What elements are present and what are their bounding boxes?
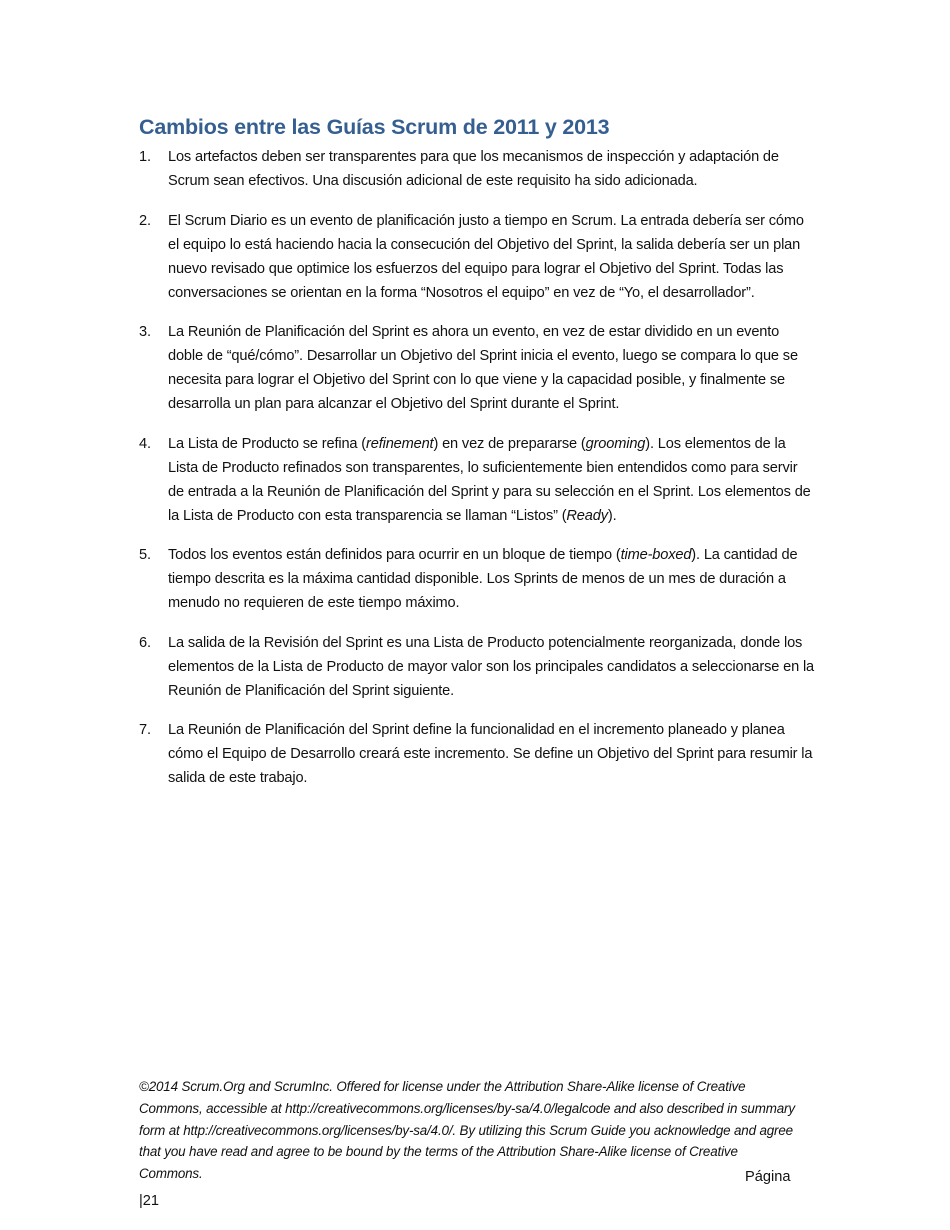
page-title: Cambios entre las Guías Scrum de 2011 y 2013 bbox=[139, 115, 610, 139]
page-label: Página bbox=[745, 1169, 791, 1185]
text-segment: La salida de la Revisión del Sprint es una Lista de Producto potencialmente reorganizada, donde los elementos de la Lista de Producto de mayor valor son los principales candidatos a seleccionarse en la Reunión de Planificación del Sprint siguiente. bbox=[168, 634, 815, 699]
list-item-number: 5. bbox=[139, 547, 151, 563]
list-item bbox=[139, 543, 814, 615]
list-item-number: 2. bbox=[139, 212, 151, 229]
list-item bbox=[139, 209, 814, 305]
text-segment: Todos los eventos están definidos para ocurrir en un bloque de tiempo ( bbox=[168, 547, 621, 563]
text-segment: La Reunión de Planificación del Sprint define la funcionalidad en el incremento planeado y planea cómo el Equipo de Desarrollo creará este incremento. Se define un Objetivo del Sprint para resumir la salida de este trabajo. bbox=[168, 722, 813, 786]
list-item-number: 3. bbox=[139, 324, 151, 340]
list-item-text bbox=[168, 722, 812, 786]
list-item-number: 4. bbox=[139, 435, 151, 452]
text-segment: La Reunión de Planificación del Sprint es ahora un evento, en vez de estar dividido en un evento doble de “qué/cómo”. Desarrollar un Objetivo del Sprint inicia el evento, luego se compara lo que se necesita para lograr el Objetivo del Sprint con lo que viene y la capacidad posible, y finalmente se desarrolla un plan para alcanzar el Objetivo del Sprint durante el Sprint. bbox=[168, 324, 798, 412]
text-segment: Los artefactos deben ser transparentes para que los mecanismos de inspección y adaptación de Scrum sean efectivos. Una discusión adicional de este requisito ha sido adicionada. bbox=[168, 149, 779, 189]
text-segment: ). Los elementos de la Lista de Producto refinados son transparentes, lo suficientemente bien entendidos como para servir de entrada a la Reunión de Planificación del Sprint y para su selección en el Sprint. Los elementos de la Lista de Producto con esta transparencia se llaman “Listos” ( bbox=[168, 435, 811, 524]
text-segment: ) en vez de prepararse ( bbox=[433, 435, 586, 452]
italic-term: Ready bbox=[566, 507, 608, 524]
text-segment: ). La cantidad de tiempo descrita es la máxima cantidad disponible. Los Sprints de menos de un mes de duración a menudo no requieren de este tiempo máximo. bbox=[168, 547, 798, 611]
list-item-text bbox=[168, 436, 811, 524]
changes-list bbox=[139, 145, 814, 806]
list-item bbox=[139, 718, 814, 790]
list-item bbox=[139, 432, 814, 528]
list-item-text bbox=[168, 547, 797, 611]
list-item bbox=[139, 145, 814, 193]
list-item-text bbox=[168, 324, 798, 412]
list-item-text bbox=[168, 635, 814, 699]
license-footer: ©2014 Scrum.Org and ScrumInc. Offered for license under the Attribution Share-Alike license of Creative Commons, accessible at http://creativecommons.org/licenses/by-sa/4.0/legalcode and also described in summary form at http://creativecommons.org/licenses/by-sa/4.0/. By utilizing this Scrum Guide you acknowledge and agree that you have read and agree to be bound by the terms of the Attribution Share-Alike license of Creative Commons. bbox=[139, 1079, 795, 1182]
list-item bbox=[139, 320, 814, 416]
italic-term: time-boxed bbox=[620, 547, 692, 563]
list-item-text bbox=[168, 213, 804, 301]
italic-term: grooming bbox=[585, 435, 646, 452]
italic-term: refinement bbox=[366, 435, 434, 452]
page-number: |21 bbox=[139, 1193, 160, 1209]
text-segment: El Scrum Diario es un evento de planificación justo a tiempo en Scrum. La entrada debería ser cómo el equipo lo está haciendo hacia la consecución del Objetivo del Sprint, la salida debería ser un plan nuevo revisado que optimice los esfuerzos del equipo para lograr el Objetivo del Sprint. Todas las conversaciones se orientan en la forma “Nosotros el equipo” en vez de “Yo, el desarrollador”. bbox=[168, 212, 804, 301]
list-item-number: 7. bbox=[139, 722, 151, 738]
text-segment: ). bbox=[607, 507, 617, 524]
list-item-text bbox=[168, 149, 779, 189]
list-item bbox=[139, 631, 814, 703]
list-item-number: 6. bbox=[139, 634, 151, 651]
text-segment: La Lista de Producto se refina ( bbox=[168, 435, 367, 452]
list-item-number: 1. bbox=[139, 149, 151, 165]
